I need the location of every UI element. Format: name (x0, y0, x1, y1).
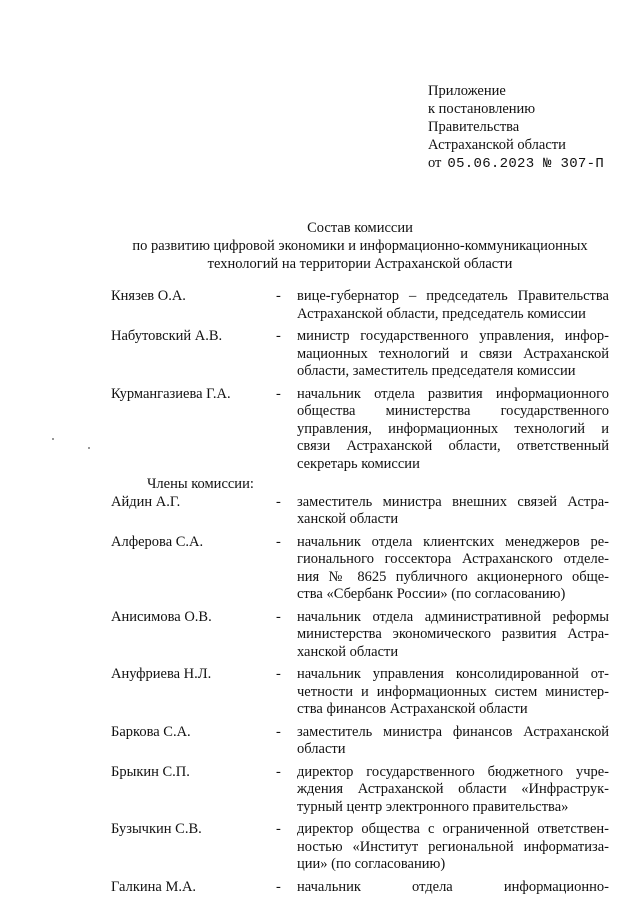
leaders-list (0, 288, 640, 473)
member-name: Галкина М.А. (111, 878, 197, 895)
role-line: ханской области (297, 643, 399, 660)
member-name: Анисимова О.В. (111, 608, 212, 625)
appendix-line: Правительства (428, 119, 520, 135)
role-line: секретарь комиссии (297, 455, 420, 472)
role-line: управления, информационных технологий и (297, 420, 609, 437)
role-line: ния № 8625 публичного акционерного обще- (297, 568, 609, 585)
member-name: Набутовский А.В. (111, 328, 223, 344)
member-name: Брыкин С.П. (111, 763, 190, 780)
member-name: Ануфриева Н.Л. (111, 666, 212, 682)
role-line: начальник отдела клиентских менеджеров ре- (297, 533, 609, 550)
member-name: Курмангазиева Г.А. (111, 385, 231, 402)
role-line: ждения Астраханской области «Инфраструк- (297, 781, 609, 797)
member-role (297, 609, 609, 662)
member-role (297, 724, 609, 759)
member-row (0, 288, 640, 323)
member-row (0, 879, 640, 897)
role-line: заместитель министра финансов Астраханской (297, 723, 609, 740)
separator-dash: - (276, 493, 281, 510)
scan-speck (52, 438, 54, 440)
member-row (0, 328, 640, 381)
member-role (297, 288, 609, 323)
role-line: четности и информационных систем министер- (297, 683, 609, 700)
member-row (0, 666, 640, 719)
member-role (297, 534, 609, 604)
separator-dash: - (276, 608, 281, 625)
appendix-line: Астраханской области (428, 137, 566, 153)
role-line: министерства экономического развития Астра- (297, 626, 609, 642)
role-line: гионального госсектора Астраханского отделе- (297, 551, 609, 567)
separator-dash: - (276, 533, 281, 550)
member-role (297, 494, 609, 529)
member-name: Айдин А.Г. (111, 493, 181, 510)
member-row (0, 724, 640, 759)
member-row (0, 764, 640, 817)
role-line: ханской области (297, 511, 399, 527)
member-name: Бузычкин С.В. (111, 821, 202, 837)
member-name: Алферова С.А. (111, 533, 204, 550)
separator-dash: - (276, 385, 281, 402)
separator-dash: - (276, 328, 281, 344)
role-line: области (297, 741, 346, 757)
role-line: ностью «Институт региональной информатиза- (297, 838, 609, 855)
document-title (80, 219, 640, 273)
member-role (297, 386, 609, 474)
member-name: Князев О.А. (111, 288, 186, 304)
separator-dash: - (276, 821, 281, 837)
date-prefix: от (428, 155, 442, 171)
appendix-line: к постановлению (428, 101, 536, 117)
role-line: министр государственного управления, инфор- (297, 328, 609, 344)
member-role (297, 764, 609, 817)
separator-dash: - (276, 666, 281, 682)
role-line: директор общества с ограниченной ответствен- (297, 821, 609, 837)
role-line: области, заместитель председателя комиссии (297, 363, 576, 379)
role-line: вице-губернатор – председатель Правительства (297, 288, 609, 304)
appendix-block (428, 82, 628, 173)
role-line: начальник отдела административной реформы (297, 608, 609, 625)
member-row (0, 386, 640, 474)
role-line: ции» (по согласованию) (297, 856, 446, 872)
role-line: начальник отдела развития информационного (297, 385, 609, 402)
commission-list (0, 288, 640, 901)
member-role (297, 821, 609, 874)
member-role (297, 666, 609, 719)
appendix-line: Приложение (428, 83, 506, 99)
member-row (0, 494, 640, 529)
role-line: начальник отдела информационно- (297, 878, 609, 895)
role-line: ства «Сбербанк России» (по согласованию) (297, 586, 566, 602)
role-line: общества министерства государственного (297, 403, 609, 419)
role-line: связи Астраханской области, ответственный (297, 438, 609, 454)
separator-dash: - (276, 723, 281, 740)
member-row (0, 821, 640, 874)
member-role (297, 328, 609, 381)
role-line: Астраханской области, председатель комиссии (297, 305, 586, 322)
role-line: заместитель министра внешних связей Астра- (297, 493, 609, 510)
separator-dash: - (276, 288, 281, 304)
role-line: директор государственного бюджетного учре- (297, 763, 609, 780)
role-line: начальник управления консолидированной от- (297, 666, 609, 682)
role-line: ства финансов Астраханской области (297, 701, 528, 717)
separator-dash: - (276, 763, 281, 780)
member-name: Баркова С.А. (111, 723, 191, 740)
resolution-date-number: 05.06.2023 № 307-П (447, 156, 605, 172)
member-row (0, 534, 640, 604)
member-role (297, 879, 609, 897)
members-list (0, 494, 640, 897)
separator-dash: - (276, 878, 281, 895)
appendix-date-line (428, 154, 628, 173)
role-line: мационных технологий и связи Астраханской (297, 345, 609, 362)
title-line: Состав комиссии (307, 220, 413, 236)
role-line: турный центр электронного правительства» (297, 798, 569, 815)
scan-speck (88, 447, 90, 449)
title-line: по развитию цифровой экономики и информационно-коммуникационных (132, 238, 588, 254)
member-row (0, 609, 640, 662)
title-line: технологий на территории Астраханской области (207, 256, 513, 272)
members-heading: Члены комиссии: (147, 476, 254, 492)
